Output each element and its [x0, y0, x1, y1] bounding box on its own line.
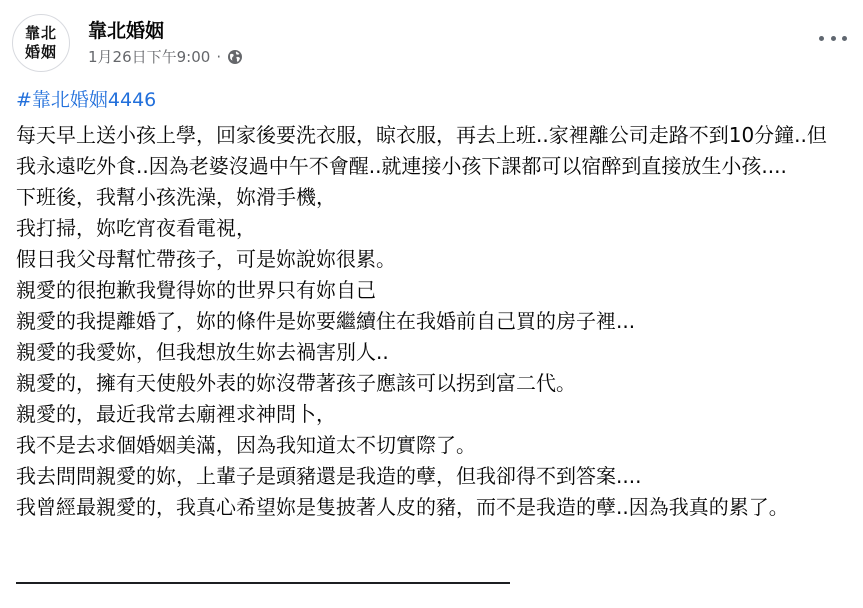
avatar[interactable]: [12, 14, 70, 72]
avatar-line-1: 靠北: [24, 24, 57, 42]
post-timestamp[interactable]: 1月26日下午9:00: [88, 48, 211, 66]
post-paragraph: 我不是去求個婚姻美滿，因為我知道太不切實際了。: [16, 433, 476, 457]
post-paragraph: 每天早上送小孩上學，回家後要洗衣服，晾衣服，再去上班..家裡離公司走路不到10分鐘..但我永遠吃外食..因為老婆沒過中午不會醒..就連接小孩下課都可以宿醉到直接放生小孩....: [16, 123, 827, 178]
post-header: [12, 10, 851, 70]
page-name[interactable]: 靠北婚姻: [88, 20, 165, 42]
more-dot: [819, 36, 824, 41]
more-dot: [831, 36, 836, 41]
post-paragraph: 親愛的我提離婚了，妳的條件是妳要繼續住在我婚前自己買的房子裡...: [16, 309, 636, 333]
post-paragraph: 親愛的很抱歉我覺得妳的世界只有妳自己: [16, 278, 376, 302]
more-dot: [842, 36, 847, 41]
more-options-icon[interactable]: [819, 28, 847, 48]
globe-icon[interactable]: [227, 49, 243, 65]
post-paragraph: 親愛的，最近我常去廟裡求神問卜，: [16, 402, 336, 426]
post-paragraph: 我曾經最親愛的，我真心希望妳是隻披著人皮的豬，而不是我造的孽..因為我真的累了。: [16, 495, 789, 519]
meta-separator: ·: [216, 47, 222, 66]
post-paragraph: 假日我父母幫忙帶孩子，可是妳說妳很累。: [16, 247, 396, 271]
post-paragraph: 我打掃，妳吃宵夜看電視，: [16, 216, 256, 240]
post-meta: [88, 46, 243, 67]
post-body: [16, 120, 846, 523]
post-paragraph: 親愛的，擁有天使般外表的妳沒帶著孩子應該可以拐到富二代。: [16, 371, 576, 395]
post-paragraph: 親愛的我愛妳，但我想放生妳去禍害別人..: [16, 340, 389, 364]
hashtag-link[interactable]: #靠北婚姻4446: [16, 89, 157, 111]
avatar-line-2: 婚姻: [24, 43, 57, 61]
post-paragraph: 我去問問親愛的妳，上輩子是頭豬還是我造的孽，但我卻得不到答案....: [16, 464, 642, 488]
separator-line: [16, 582, 510, 584]
post-paragraph: 下班後，我幫小孩洗澡，妳滑手機，: [16, 185, 336, 209]
